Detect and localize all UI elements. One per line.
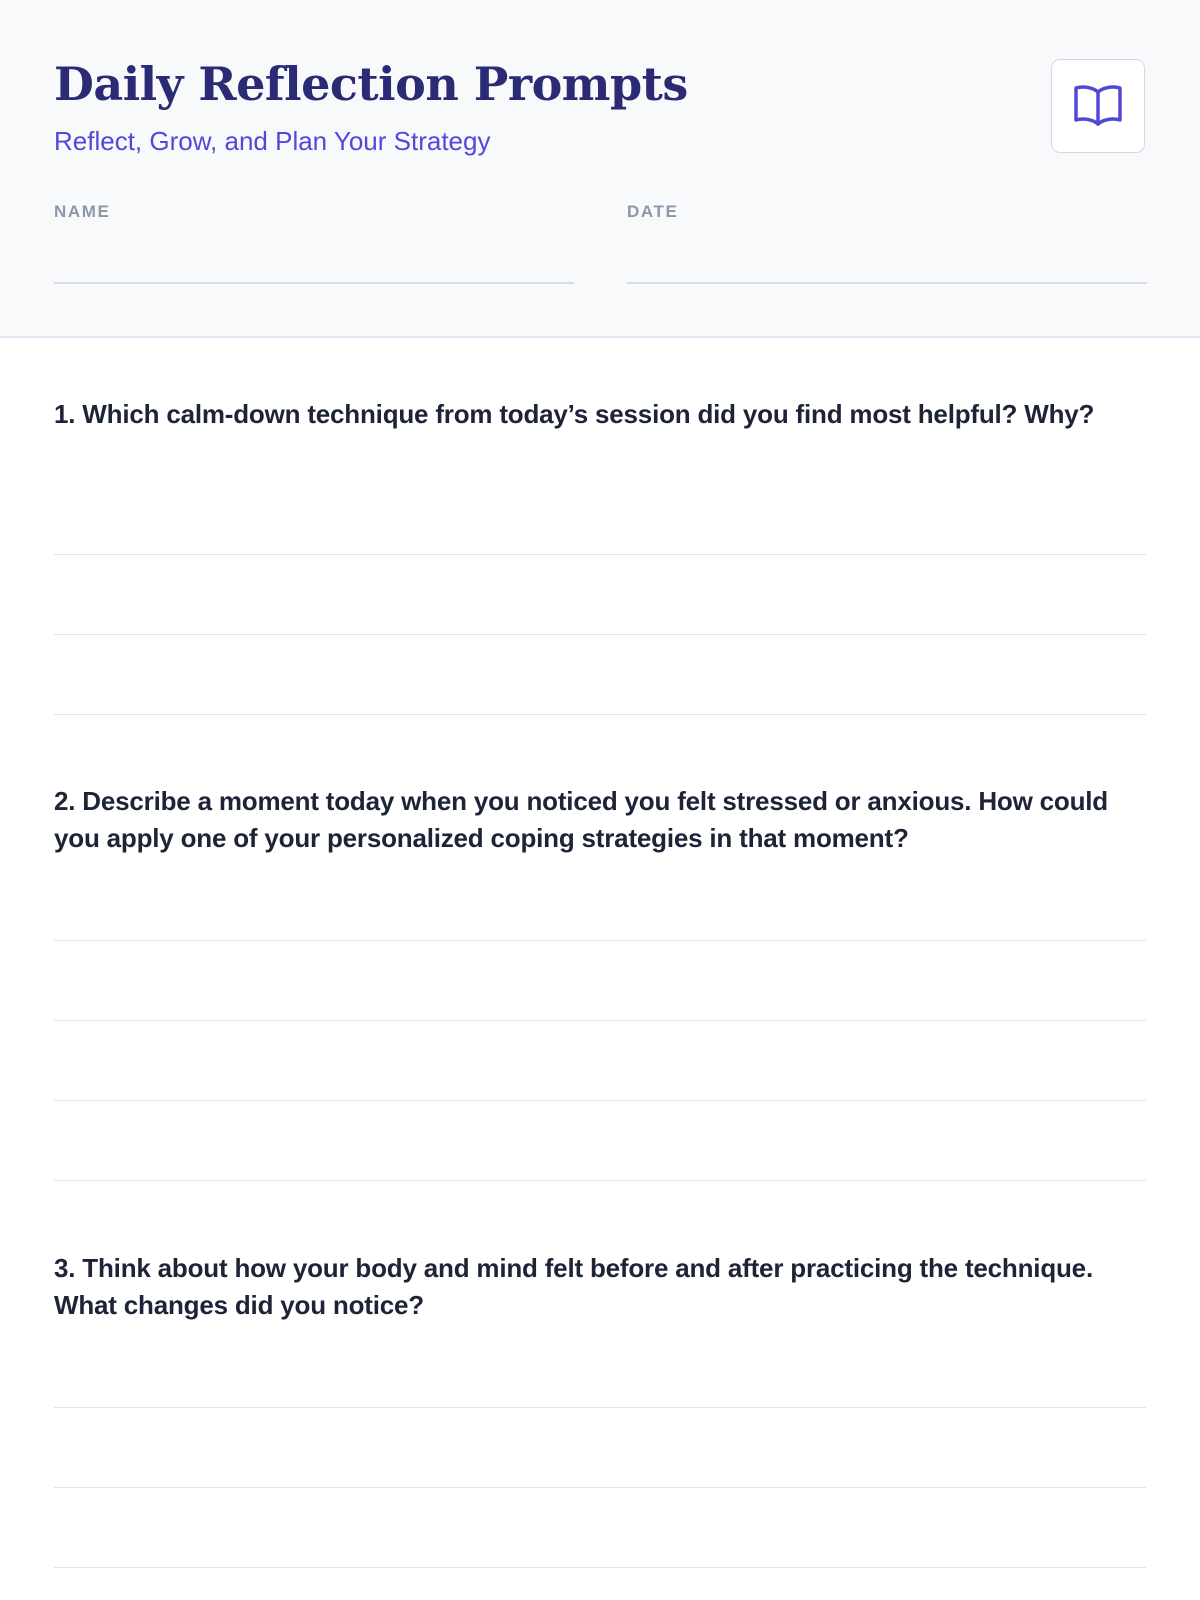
answer-line[interactable] — [54, 714, 1146, 715]
page-subtitle: Reflect, Grow, and Plan Your Strategy — [54, 126, 491, 156]
book-button[interactable] — [1051, 59, 1145, 153]
worksheet-header — [0, 0, 1200, 338]
name-field — [54, 199, 574, 225]
answer-line[interactable] — [54, 1567, 1146, 1568]
question-2-text: 2. Describe a moment today when you noticed you felt stressed or anxious. How could you apply one of your personalized coping strategies in that moment? — [54, 786, 1108, 853]
answer-line[interactable] — [54, 1487, 1146, 1488]
name-input[interactable] — [54, 282, 574, 284]
question-3-text: 3. Think about how your body and mind felt before and after practicing the technique. What changes did you notice? — [54, 1253, 1093, 1320]
date-field — [627, 199, 1147, 225]
question-1-text: 1. Which calm-down technique from today’s session did you find most helpful? Why? — [54, 399, 1095, 429]
question-2 — [54, 783, 1146, 857]
answer-line[interactable] — [54, 554, 1146, 555]
answer-line[interactable] — [54, 1180, 1146, 1181]
page-title: Daily Reflection Prompts — [54, 57, 688, 111]
answer-line[interactable] — [54, 940, 1146, 941]
answer-line[interactable] — [54, 634, 1146, 635]
date-input[interactable] — [627, 282, 1147, 284]
name-label: NAME — [54, 202, 111, 221]
answer-line[interactable] — [54, 1407, 1146, 1408]
question-3 — [54, 1250, 1146, 1324]
answer-line[interactable] — [54, 1020, 1146, 1021]
date-label: DATE — [627, 202, 679, 221]
question-1 — [54, 396, 1146, 433]
open-book-icon — [1072, 82, 1124, 130]
answer-line[interactable] — [54, 1100, 1146, 1101]
